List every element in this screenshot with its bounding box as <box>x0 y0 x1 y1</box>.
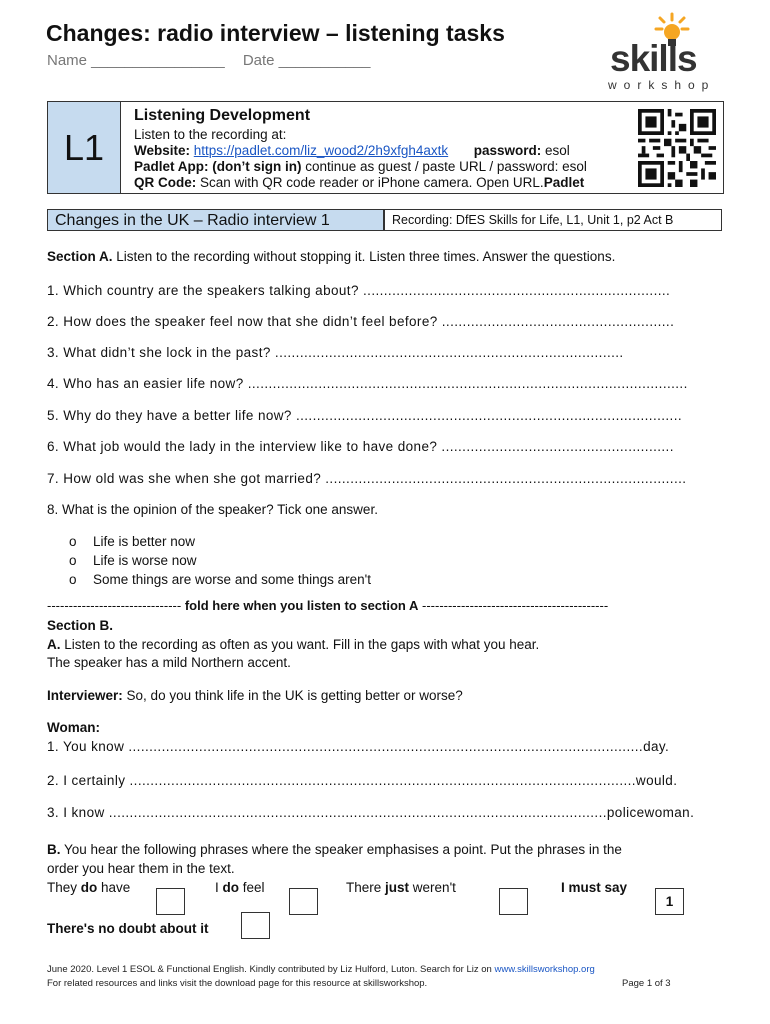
phrase-3: There just weren't <box>346 880 456 895</box>
woman-label: Woman: <box>47 720 100 735</box>
question-6[interactable]: 6. What job would the lady in the interview like to have done? ........................................................ <box>47 439 674 454</box>
option-marker: o <box>69 553 77 568</box>
website-line <box>134 143 587 159</box>
page-number: Page 1 of 3 <box>622 978 671 989</box>
question-3[interactable]: 3. What didn’t she lock in the past? .................................................................................... <box>47 345 624 360</box>
box-heading: Listening Development <box>134 107 311 124</box>
fold-line <box>47 598 608 613</box>
part-b-instructions <box>47 842 622 857</box>
part-b-label: B. <box>47 842 61 857</box>
part-a-text-2: The speaker has a mild Northern accent. <box>47 655 291 670</box>
qr-code-icon[interactable] <box>638 109 716 187</box>
gap-line-1[interactable]: 1. You know ............................................................................................................................day. <box>47 739 670 754</box>
gap-line-3[interactable]: 3. I know ........................................................................................................................policewoman. <box>47 805 695 820</box>
section-a-instructions <box>47 249 615 264</box>
qr-end: Padlet <box>543 175 585 190</box>
phrase-5: There's no doubt about it <box>47 921 209 936</box>
phrase-2: I do feel <box>215 880 265 895</box>
name-date-fields <box>47 52 384 69</box>
phrase-4-box[interactable]: 1 <box>655 888 684 915</box>
question-7[interactable]: 7. How old was she when she got married? ....................................................................................... <box>47 471 687 486</box>
section-a-label: Section A. <box>47 249 113 264</box>
qr-text: Scan with QR code reader or iPhone camera. Open URL. <box>200 175 544 190</box>
phrase-1-box[interactable] <box>156 888 185 915</box>
interviewer-text: So, do you think life in the UK is getting better or worse? <box>126 688 463 703</box>
part-b-text: You hear the following phrases where the speaker emphasises a point. Put the phrases in the <box>64 842 622 857</box>
padlet-line <box>134 159 587 175</box>
footer-line-2: For related resources and links visit the download page for this resource at skillsworkshop. <box>47 978 428 989</box>
option-2[interactable] <box>69 553 197 568</box>
option-marker: o <box>69 572 77 587</box>
fold-dashes-left: ------------------------------- <box>47 598 182 613</box>
listening-development-box <box>47 101 724 194</box>
gap-line-2[interactable]: 2. I certainly ..........................................................................................................................would. <box>47 773 678 788</box>
phrase-1: They do have <box>47 880 131 895</box>
interviewer-label: Interviewer: <box>47 688 123 703</box>
part-a-text: Listen to the recording as often as you want. Fill in the gaps with what you hear. <box>64 637 540 652</box>
option-1[interactable] <box>69 534 195 549</box>
section-title: Changes in the UK – Radio interview 1 <box>47 209 384 231</box>
level-badge: L1 <box>48 102 121 193</box>
interviewer-line <box>47 688 463 703</box>
question-8: 8. What is the opinion of the speaker? Tick one answer. <box>47 502 378 517</box>
footer-line-1: June 2020. Level 1 ESOL & Functional English. Kindly contributed by Liz Hulford, Luton. Search for Liz on www.skillsworkshop.org <box>47 964 595 975</box>
website-link[interactable]: https://padlet.com/liz_wood2/2h9xfgh4axtk <box>193 143 449 158</box>
part-b-text-2: order you hear them in the text. <box>47 861 235 876</box>
password-label: password: <box>473 143 542 158</box>
option-label: Some things are worse and some things aren't <box>93 572 371 587</box>
question-4[interactable]: 4. Who has an easier life now? .......................................................................................................... <box>47 376 688 391</box>
option-3[interactable] <box>69 572 371 587</box>
section-a-text: Listen to the recording without stopping it. Listen three times. Answer the questions. <box>116 249 616 264</box>
section-b-label: Section B. <box>47 618 114 633</box>
website-label: Website: <box>134 143 191 158</box>
footer-link[interactable]: www.skillsworkshop.org <box>494 964 595 975</box>
recording-info: Recording: DfES Skills for Life, L1, Unit 1, p2 Act B <box>384 209 722 231</box>
fold-dashes-right: ------------------------------------------- <box>422 598 609 613</box>
question-2[interactable]: 2. How does the speaker feel now that she didn’t feel before? ........................................................ <box>47 314 675 329</box>
listen-line: Listen to the recording at: <box>134 127 287 142</box>
phrase-3-box[interactable] <box>499 888 528 915</box>
part-a-label: A. <box>47 637 61 652</box>
logo-word: skills <box>610 38 697 79</box>
question-1[interactable]: 1. Which country are the speakers talking about? .......................................................................... <box>47 283 671 298</box>
page-title: Changes: radio interview – listening tasks <box>46 20 505 46</box>
qr-label: QR Code: <box>134 175 197 190</box>
padlet-text: continue as guest / paste URL / password: esol <box>305 159 587 174</box>
skills-workshop-logo <box>606 12 736 94</box>
name-field[interactable]: Name ________________ <box>47 52 225 69</box>
option-label: Life is worse now <box>93 553 197 568</box>
phrase-4: I must say <box>561 880 628 895</box>
phrase-5-box[interactable] <box>241 912 270 939</box>
qr-line <box>134 175 587 191</box>
fold-text: fold here when you listen to section A <box>184 598 419 613</box>
question-5[interactable]: 5. Why do they have a better life now? ............................................................................................. <box>47 408 682 423</box>
section-b-a-instructions <box>47 637 539 652</box>
listening-instructions <box>134 108 587 191</box>
option-marker: o <box>69 534 77 549</box>
password-value: esol <box>545 143 570 158</box>
padlet-label: Padlet App: (don’t sign in) <box>134 159 302 174</box>
phrase-2-box[interactable] <box>289 888 318 915</box>
option-label: Life is better now <box>93 534 196 549</box>
logo-subword: workshop <box>608 78 716 92</box>
date-field[interactable]: Date ___________ <box>242 52 371 69</box>
